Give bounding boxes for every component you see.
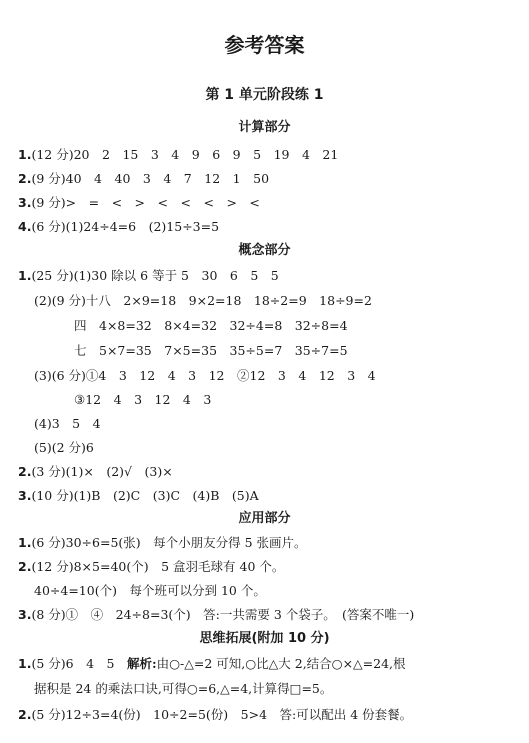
concept-q1-line7: (4)3 5 4	[34, 416, 101, 431]
page-title: 参考答案	[224, 33, 305, 57]
section-heading-think: 思维拓展(附加 10 分)	[199, 631, 330, 646]
apply-q2-line2: 40÷4=10(个) 每个班可以分到 10 个。	[34, 583, 266, 598]
calc-item-3: 3.(9 分)> = < > < < < > <	[18, 195, 260, 210]
apply-q1: 1.(6 分)30÷6=5(张) 每个小朋友分得 5 张画片。	[18, 535, 307, 550]
concept-q1-line3: 四 4×8=32 8×4=32 32÷4=8 32÷8=4	[74, 318, 348, 333]
apply-q3: 3.(8 分)① ④ 24÷8=3(个) 答:一共需要 3 个袋子。 (答案不唯一)	[18, 607, 415, 622]
section-heading-calc: 计算部分	[238, 120, 291, 135]
calc-item-4: 4.(6 分)(1)24÷4=6 (2)15÷3=5	[18, 219, 220, 234]
think-q1-line2: 据积是 24 的乘法口诀,可得○=6,△=4,计算得□=5。	[34, 681, 333, 696]
calc-item-2: 2.(9 分)40 4 40 3 4 7 12 1 50	[18, 171, 270, 186]
think-q1-line1: 1.(5 分)6 4 5 解析:由○-△=2 可知,○比△大 2,结合○×△=24,根	[18, 656, 406, 671]
section-heading-concept: 概念部分	[238, 243, 291, 258]
unit-title: 第 1 单元阶段练 1	[205, 87, 324, 103]
think-q2: 2.(5 分)12÷3=4(份) 10÷2=5(份) 5>4 答:可以配出 4 份套餐。	[18, 707, 413, 722]
concept-q2: 2.(3 分)(1)× (2)√ (3)×	[18, 464, 173, 479]
concept-q1-line5: (3)(6 分)①4 3 12 4 3 12 ②12 3 4 12 3 4	[34, 368, 376, 383]
apply-q2-line1: 2.(12 分)8×5=40(个) 5 盒羽毛球有 40 个。	[18, 559, 285, 574]
calc-item-1: 1.(12 分)20 2 15 3 4 9 6 9 5 19 4 21	[18, 147, 339, 162]
concept-q1-line4: 七 5×7=35 7×5=35 35÷5=7 35÷7=5	[74, 343, 348, 358]
concept-q3: 3.(10 分)(1)B (2)C (3)C (4)B (5)A	[18, 488, 259, 503]
concept-q1-line1: 1.(25 分)(1)30 除以 6 等于 5 30 6 5 5	[18, 268, 279, 283]
concept-q1-line6: ③12 4 3 12 4 3	[74, 392, 212, 407]
concept-q1-line2: (2)(9 分)十八 2×9=18 9×2=18 18÷2=9 18÷9=2	[34, 293, 372, 308]
section-heading-apply: 应用部分	[238, 511, 291, 526]
concept-q1-line8: (5)(2 分)6	[34, 440, 94, 455]
